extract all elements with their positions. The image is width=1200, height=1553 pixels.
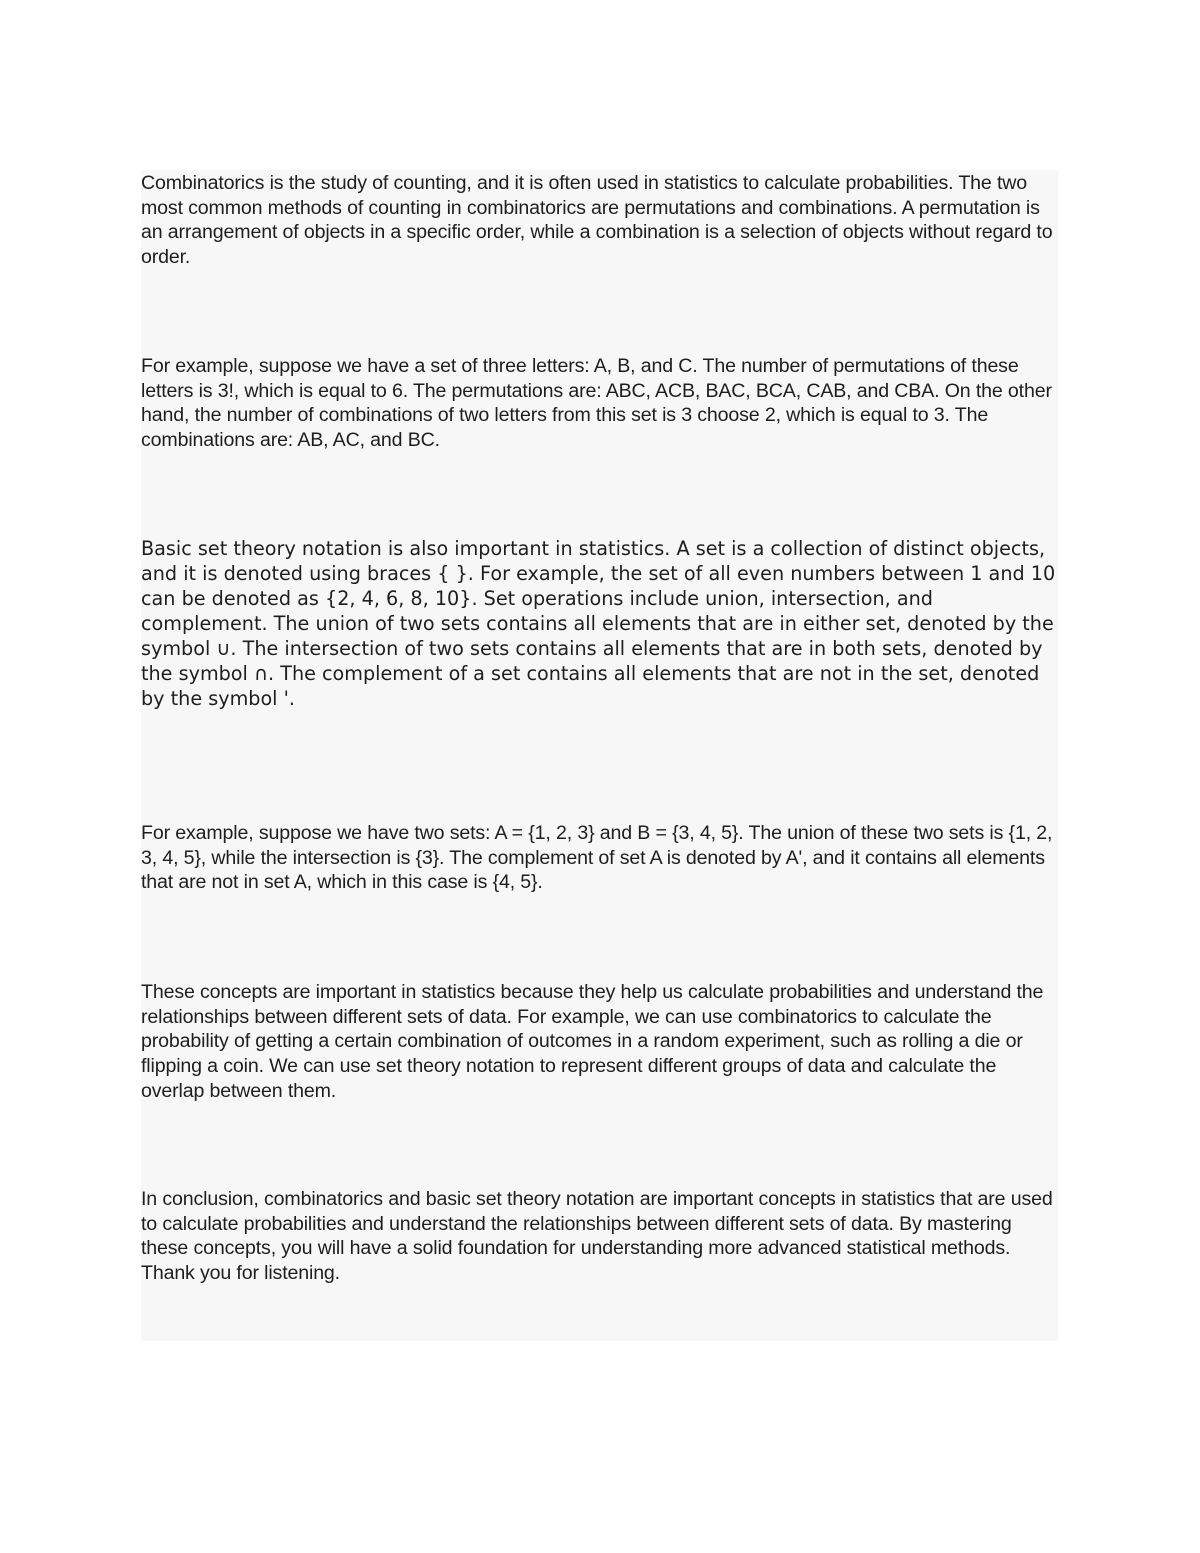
- document-body: [141, 170, 1058, 1341]
- paragraph-conclusion: In conclusion, combinatorics and basic set theory notation are important concepts in statistics that are used to calculate probabilities and understand the relationships between different sets of data. By mastering these concepts, you will have a solid foundation for understanding more advanced statistical methods. Thank you for listening.: [141, 1188, 1053, 1285]
- paragraph-permutation-example: For example, suppose we have a set of three letters: A, B, and C. The number of permutations of these letters is 3!, which is equal to 6. The permutations are: ABC, ACB, BAC, BCA, CAB, and CBA. On the other hand, the number of combinations of two letters from this set is 3 choose 2, which is equal to 3. The combinations are: AB, AC, and BC.: [141, 355, 1052, 452]
- paragraph-statistics-importance: These concepts are important in statistics because they help us calculate probabilities and understand the relationships between different sets of data. For example, we can use combinatorics to calculate the probability of getting a certain combination of outcomes in a random experiment, such as rolling a die or flipping a coin. We can use set theory notation to represent different groups of data and calculate the overlap between them.: [141, 981, 1044, 1102]
- paragraph-combinatorics-intro: Combinatorics is the study of counting, and it is often used in statistics to calculate probabilities. The two most common methods of counting in combinatorics are permutations and combinations. A permutation is an arrangement of objects in a specific order, while a combination is a selection of objects without regard to order.: [141, 172, 1053, 269]
- paragraph-set-example: For example, suppose we have two sets: A = {1, 2, 3} and B = {3, 4, 5}. The union of these two sets is {1, 2, 3, 4, 5}, while the intersection is {3}. The complement of set A is denoted by A', and it contains all elements that are not in set A, which in this case is {4, 5}.: [141, 822, 1053, 894]
- paragraph-set-theory: Basic set theory notation is also important in statistics. A set is a collection of distinct objects, and it is denoted using braces { }. For example, the set of all even numbers between 1 and 10 can be denoted as {2, 4, 6, 8, 10}. Set operations include union, intersection, and complement. The union of two sets contains all elements that are in either set, denoted by the symbol ∪. The intersection of two sets contains all elements that are in both sets, denoted by the symbol ∩. The complement of a set contains all elements that are not in the set, denoted by the symbol '.: [141, 537, 1056, 710]
